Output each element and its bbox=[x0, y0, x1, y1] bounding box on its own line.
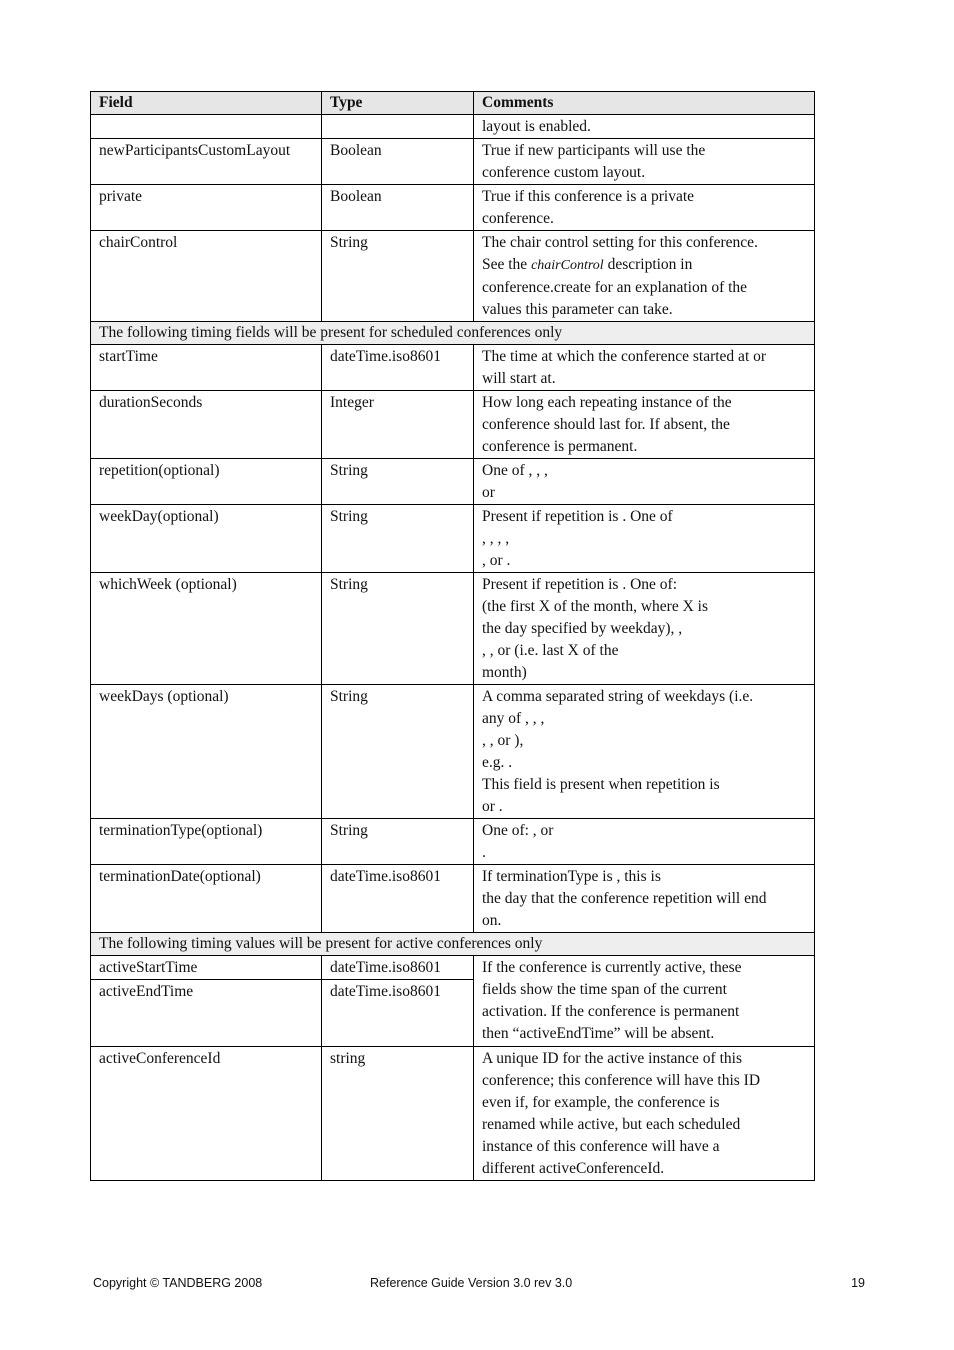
page-number: 19 bbox=[851, 1276, 865, 1290]
header-comments: Comments bbox=[474, 92, 815, 115]
type-cell: dateTime.iso8601 bbox=[322, 956, 474, 980]
type-cell: dateTime.iso8601 bbox=[322, 345, 474, 391]
table-row bbox=[91, 956, 815, 980]
comment-cell: Present if repetition is . One of , , , , , or . bbox=[474, 505, 815, 573]
type-cell: string bbox=[322, 1047, 474, 1181]
field-cell: terminationDate(optional) bbox=[91, 865, 322, 933]
comment-cell: The time at which the conference started at or will start at. bbox=[474, 345, 815, 391]
section-heading: The following timing values will be present for active conferences only bbox=[91, 933, 815, 956]
conference-fields-table bbox=[90, 91, 815, 1181]
section-row-scheduled bbox=[91, 322, 815, 345]
field-cell: activeStartTime bbox=[91, 956, 322, 980]
type-cell: String bbox=[322, 231, 474, 322]
field-cell: newParticipantsCustomLayout bbox=[91, 139, 322, 185]
version-text: Reference Guide Version 3.0 rev 3.0 bbox=[370, 1276, 573, 1290]
section-row-active bbox=[91, 933, 815, 956]
field-cell: repetition(optional) bbox=[91, 459, 322, 505]
comment-cell: Present if repetition is . One of: (the first X of the month, where X is the day specified by weekday), , , , or (i.e. last X of the month) bbox=[474, 573, 815, 685]
table-row bbox=[91, 139, 815, 185]
field-cell: weekDay(optional) bbox=[91, 505, 322, 573]
table-row bbox=[91, 685, 815, 819]
comment-cell: A comma separated string of weekdays (i.e. any of , , , , , or ), e.g. . This field is present when repetition is or . bbox=[474, 685, 815, 819]
comment-cell bbox=[474, 231, 815, 322]
type-cell: dateTime.iso8601 bbox=[322, 980, 474, 1047]
table-row bbox=[91, 505, 815, 573]
comment-cell: How long each repeating instance of the conference should last for. If absent, the conference is permanent. bbox=[474, 391, 815, 459]
table-row bbox=[91, 115, 815, 139]
field-cell: activeConferenceId bbox=[91, 1047, 322, 1181]
comment-cell: If the conference is currently active, these fields show the time span of the current activation. If the conference is permanent then “activeEndTime” will be absent. bbox=[474, 956, 815, 1047]
field-cell: chairControl bbox=[91, 231, 322, 322]
table-header-row bbox=[91, 92, 815, 115]
type-cell: Boolean bbox=[322, 185, 474, 231]
chair-control-italic: chairControl bbox=[531, 258, 604, 273]
table-row bbox=[91, 345, 815, 391]
field-cell: durationSeconds bbox=[91, 391, 322, 459]
header-type: Type bbox=[322, 92, 474, 115]
table-row bbox=[91, 185, 815, 231]
comment-cell: One of , , , or bbox=[474, 459, 815, 505]
type-cell: String bbox=[322, 685, 474, 819]
field-cell bbox=[91, 115, 322, 139]
table-row bbox=[91, 391, 815, 459]
table-row bbox=[91, 573, 815, 685]
table-row bbox=[91, 1047, 815, 1181]
page-footer bbox=[93, 1276, 865, 1292]
table-row bbox=[91, 459, 815, 505]
field-cell: startTime bbox=[91, 345, 322, 391]
type-cell: String bbox=[322, 459, 474, 505]
comment-text: description in conference.create for an explanation of the values this parameter can take. bbox=[482, 256, 748, 318]
comment-cell: True if this conference is a private conference. bbox=[474, 185, 815, 231]
comment-cell: If terminationType is , this is the day that the conference repetition will end on. bbox=[474, 865, 815, 933]
copyright-text: Copyright © TANDBERG 2008 bbox=[93, 1276, 263, 1290]
field-cell: private bbox=[91, 185, 322, 231]
field-cell: activeEndTime bbox=[91, 980, 322, 1047]
comment-cell: One of: , or . bbox=[474, 819, 815, 865]
comment-text: The chair control setting for this conference. See the bbox=[482, 234, 758, 273]
type-cell: String bbox=[322, 819, 474, 865]
type-cell: String bbox=[322, 505, 474, 573]
table-row bbox=[91, 865, 815, 933]
comment-cell: A unique ID for the active instance of this conference; this conference will have this ID even if, for example, the conference is renamed while active, but each scheduled instance of this conference will have a different activeConferenceId. bbox=[474, 1047, 815, 1181]
type-cell: String bbox=[322, 573, 474, 685]
field-cell: terminationType(optional) bbox=[91, 819, 322, 865]
type-cell: Boolean bbox=[322, 139, 474, 185]
type-cell bbox=[322, 115, 474, 139]
field-cell: weekDays (optional) bbox=[91, 685, 322, 819]
type-cell: dateTime.iso8601 bbox=[322, 865, 474, 933]
table-row bbox=[91, 231, 815, 322]
table-row bbox=[91, 819, 815, 865]
type-cell: Integer bbox=[322, 391, 474, 459]
header-field: Field bbox=[91, 92, 322, 115]
section-heading: The following timing fields will be present for scheduled conferences only bbox=[91, 322, 815, 345]
comment-cell: True if new participants will use the conference custom layout. bbox=[474, 139, 815, 185]
comment-cell: layout is enabled. bbox=[474, 115, 815, 139]
field-cell: whichWeek (optional) bbox=[91, 573, 322, 685]
